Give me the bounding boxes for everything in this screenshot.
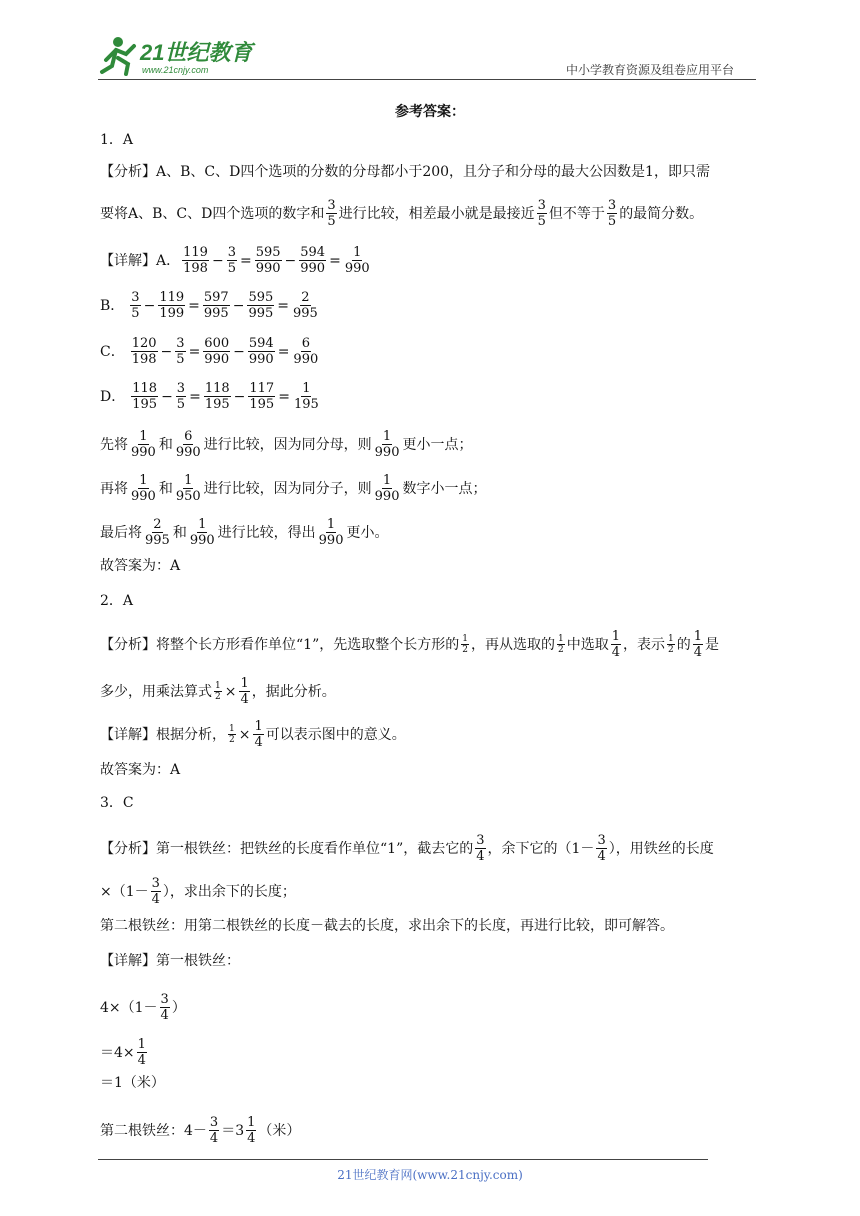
numerator: 3	[607, 198, 617, 213]
text: ）	[171, 999, 186, 1016]
numerator: 3	[227, 245, 236, 260]
fraction-three-quarters	[475, 833, 485, 864]
equals-sign: =	[278, 388, 290, 405]
denominator: 4	[151, 892, 160, 907]
numerator: 1	[139, 429, 148, 444]
denominator: 990	[204, 352, 230, 367]
numerator: 1	[382, 473, 392, 488]
fraction-quarter	[611, 629, 621, 660]
denominator: 950	[175, 489, 201, 504]
text: 更小。	[346, 524, 389, 541]
minus-sign: −	[233, 343, 245, 360]
fraction	[293, 381, 320, 412]
numerator: 595	[255, 245, 281, 260]
denominator: 990	[248, 352, 274, 367]
option-label: D．	[100, 388, 126, 405]
fraction-3-5	[537, 198, 547, 229]
detail-label: 【详解】A．	[100, 252, 181, 269]
fraction	[189, 517, 216, 548]
minus-sign: −	[232, 297, 245, 314]
fraction	[158, 290, 185, 321]
fraction	[175, 336, 185, 367]
q1-final-answer: 故答案为：A	[100, 558, 181, 574]
text: 的最简分数。	[619, 205, 704, 222]
times-sign: ×	[238, 726, 251, 743]
denominator: 5	[176, 352, 185, 367]
denominator: 2	[229, 735, 235, 745]
text: ，余下它的（1－	[487, 840, 595, 857]
fraction	[175, 473, 202, 504]
q1-analysis-line2	[100, 198, 703, 229]
numerator: 118	[204, 381, 230, 396]
q3-calc-1	[100, 992, 186, 1023]
minus-sign: −	[160, 343, 173, 360]
site-logo	[96, 30, 256, 80]
text: ＝4×	[100, 1044, 135, 1061]
text: ），用铁丝的长度	[608, 840, 714, 857]
text: 再将	[100, 480, 128, 497]
denominator: 198	[183, 261, 208, 276]
text: 的	[676, 636, 691, 653]
q3-analysis-line2	[100, 876, 296, 907]
numerator: 597	[203, 290, 229, 305]
denominator: 195	[249, 397, 275, 412]
q1-compare-2	[100, 473, 486, 504]
fraction-quarter	[246, 1115, 256, 1146]
denominator: 5	[607, 214, 617, 229]
text: 是	[705, 636, 719, 653]
numerator: 1	[215, 681, 221, 691]
denominator: 4	[476, 849, 485, 864]
fraction-three-quarters	[596, 833, 606, 864]
q1-compare-1	[100, 429, 472, 460]
fraction-quarter	[253, 719, 263, 750]
equals-sign: =	[188, 297, 200, 314]
denominator: 4	[597, 849, 606, 864]
denominator: 990	[374, 489, 400, 504]
q1-analysis-line1: 【分析】A、B、C、D四个选项的分数的分母都小于200，且分子和分母的最大公因数是1，即只需	[100, 164, 710, 180]
fraction-three-quarters	[160, 992, 170, 1023]
denominator: 195	[204, 397, 230, 412]
numerator: 600	[204, 336, 230, 351]
numerator: 1	[302, 381, 311, 396]
q1-answer: 1．A	[100, 132, 134, 148]
text: ，再从选取的	[470, 636, 555, 653]
numerator: 1	[462, 634, 468, 644]
q3-calc-3: ＝1（米）	[100, 1075, 165, 1091]
q1-detail-d	[100, 381, 322, 412]
denominator: 5	[176, 397, 186, 412]
footer-link[interactable]: 21世纪教育网(www.21cnjy.com)	[337, 1168, 523, 1182]
denominator: 4	[240, 692, 249, 707]
numerator: 117	[249, 381, 275, 396]
text: 要将A、B、C、D四个选项的数字和	[100, 205, 325, 222]
numerator: 3	[176, 381, 186, 396]
fraction-quarter	[239, 676, 249, 707]
text: 先将	[100, 436, 128, 453]
q3-calc-2	[100, 1037, 149, 1068]
numerator: 6	[301, 336, 310, 351]
logo-text: 21世纪教育	[140, 40, 253, 65]
text: 多少，用乘法算式	[100, 683, 212, 700]
fraction	[247, 290, 274, 321]
denominator: 990	[255, 261, 281, 276]
numerator: 1	[353, 245, 362, 260]
numerator: 1	[139, 473, 148, 488]
fraction	[292, 290, 319, 321]
denominator: 995	[145, 533, 170, 548]
denominator: 4	[160, 1008, 169, 1023]
numerator: 3	[209, 1115, 219, 1130]
numerator: 595	[248, 290, 274, 305]
fraction-3-5	[326, 198, 336, 229]
minus-sign: −	[161, 388, 173, 405]
q1-detail-c	[100, 336, 321, 367]
fraction	[203, 290, 230, 321]
text: 【详解】根据分析，	[100, 726, 226, 743]
minus-sign: −	[211, 252, 224, 269]
numerator: 1	[229, 724, 235, 734]
q3-answer: 3．C	[100, 795, 134, 811]
fraction	[175, 429, 202, 460]
fraction-half	[667, 634, 675, 655]
logo-url: www.21cnjy.com	[142, 65, 209, 75]
denominator: 990	[374, 445, 400, 460]
denominator: 990	[318, 533, 344, 548]
denominator: 990	[175, 445, 201, 460]
numerator: 1	[247, 1115, 256, 1130]
fraction	[130, 473, 157, 504]
fraction	[227, 245, 237, 276]
denominator: 5	[327, 214, 336, 229]
fraction	[144, 517, 171, 548]
numerator: 1	[557, 634, 564, 644]
minus-sign: −	[143, 297, 156, 314]
denominator: 2	[462, 645, 468, 655]
text: 和	[172, 524, 187, 541]
fraction	[203, 336, 230, 367]
q1-compare-3	[100, 517, 388, 548]
text: ，表示	[622, 636, 665, 653]
text: 数字小一点；	[402, 480, 487, 497]
fraction	[130, 429, 157, 460]
numerator: 120	[131, 336, 157, 351]
denominator: 990	[189, 533, 215, 548]
numerator: 1	[198, 517, 207, 532]
denominator: 2	[557, 645, 564, 655]
numerator: 2	[301, 290, 310, 305]
q1-detail-b	[100, 290, 321, 321]
text: （米）	[258, 1122, 301, 1139]
text: 4×（1－	[100, 999, 158, 1016]
numerator: 1	[254, 719, 263, 734]
text: 第二根铁丝：4－	[100, 1122, 207, 1139]
numerator: 1	[611, 629, 620, 644]
numerator: 119	[183, 245, 208, 260]
numerator: 3	[151, 876, 160, 891]
text: 【分析】第一根铁丝：把铁丝的长度看作单位“1”，截去它的	[100, 840, 474, 857]
numerator: 1	[137, 1037, 146, 1052]
equals-sign: =	[239, 252, 252, 269]
denominator: 195	[293, 397, 319, 412]
denominator: 4	[137, 1053, 146, 1068]
numerator: 594	[248, 336, 274, 351]
fraction	[374, 473, 401, 504]
equals-sign: =	[189, 388, 201, 405]
denominator: 195	[132, 397, 158, 412]
fraction	[248, 336, 275, 367]
footer-divider	[98, 1159, 708, 1160]
q2-final-answer: 故答案为：A	[100, 762, 181, 778]
denominator: 990	[131, 445, 156, 460]
fraction	[318, 517, 345, 548]
text: 进行比较，因为同分子，则	[203, 480, 372, 497]
denominator: 4	[254, 735, 263, 750]
denominator: 4	[247, 1131, 256, 1146]
numerator: 594	[300, 245, 326, 260]
numerator: 3	[597, 833, 606, 848]
fraction-half	[557, 634, 565, 655]
text: 中选取	[566, 636, 609, 653]
fraction	[374, 429, 401, 460]
header-platform-text: 中小学教育资源及组卷应用平台	[566, 63, 735, 77]
page-title: 参考答案：	[395, 104, 465, 120]
numerator: 1	[382, 429, 392, 444]
fraction	[182, 245, 209, 276]
runner-icon	[102, 37, 134, 74]
text: ＝3	[221, 1122, 245, 1139]
text: ），求出余下的长度；	[162, 883, 296, 900]
denominator: 5	[227, 261, 236, 276]
text: 更小一点；	[402, 436, 473, 453]
q3-detail: 【详解】第一根铁丝：	[100, 953, 240, 969]
fraction-quarter	[693, 629, 703, 660]
equals-sign: =	[329, 252, 341, 269]
numerator: 1	[326, 517, 336, 532]
header-divider	[98, 79, 756, 80]
q1-detail-a	[100, 245, 373, 276]
fraction-3-5	[607, 198, 617, 229]
fraction-three-quarters	[151, 876, 161, 907]
numerator: 6	[184, 429, 193, 444]
fraction	[299, 245, 326, 276]
text: 和	[158, 436, 173, 453]
fraction-quarter	[137, 1037, 147, 1068]
numerator: 119	[159, 290, 185, 305]
equals-sign: =	[188, 343, 201, 360]
equals-sign: =	[277, 297, 289, 314]
denominator: 5	[537, 214, 546, 229]
text: 但不等于	[548, 205, 605, 222]
text: 进行比较，得出	[217, 524, 316, 541]
q2-analysis-line1	[100, 629, 719, 660]
denominator: 4	[693, 645, 702, 660]
fraction-half	[214, 681, 222, 702]
fraction-half	[461, 634, 469, 655]
q3-analysis-line1	[100, 833, 714, 864]
fraction	[131, 381, 158, 412]
numerator: 3	[537, 198, 546, 213]
denominator: 990	[300, 261, 326, 276]
denominator: 995	[293, 306, 318, 321]
numerator: 3	[476, 833, 485, 848]
numerator: 1	[240, 676, 249, 691]
numerator: 2	[153, 517, 162, 532]
q3-analysis-line3: 第二根铁丝：用第二根铁丝的长度－截去的长度，求出余下的长度，再进行比较，即可解答。	[100, 918, 674, 934]
numerator: 1	[693, 629, 702, 644]
option-label: C．	[100, 343, 125, 360]
text: 可以表示图中的意义。	[265, 726, 406, 743]
denominator: 990	[344, 261, 370, 276]
denominator: 990	[131, 489, 156, 504]
fraction	[130, 290, 140, 321]
fraction	[176, 381, 186, 412]
q3-second-wire	[100, 1115, 300, 1146]
fraction	[255, 245, 282, 276]
denominator: 4	[209, 1131, 219, 1146]
fraction	[248, 381, 275, 412]
text: 和	[158, 480, 173, 497]
fraction	[131, 336, 158, 367]
denominator: 995	[248, 306, 274, 321]
numerator: 3	[160, 992, 169, 1007]
minus-sign: −	[284, 252, 297, 269]
denominator: 198	[131, 352, 157, 367]
numerator: 3	[131, 290, 140, 305]
numerator: 1	[184, 473, 193, 488]
numerator: 1	[667, 634, 674, 644]
numerator: 3	[176, 336, 185, 351]
fraction-three-quarters	[209, 1115, 219, 1146]
denominator: 995	[203, 306, 229, 321]
denominator: 2	[667, 645, 674, 655]
fraction	[292, 336, 319, 367]
option-label: B．	[100, 297, 125, 314]
text: 进行比较，相差最小就是最接近	[338, 205, 535, 222]
q2-detail	[100, 719, 406, 750]
fraction-half	[228, 724, 236, 745]
fraction	[344, 245, 371, 276]
text: 进行比较，因为同分母，则	[203, 436, 372, 453]
text: ，据此分析。	[251, 683, 336, 700]
minus-sign: −	[233, 388, 246, 405]
numerator: 3	[327, 198, 336, 213]
times-sign: ×	[224, 683, 237, 700]
denominator: 990	[293, 352, 319, 367]
equals-sign: =	[277, 343, 290, 360]
q2-answer: 2．A	[100, 593, 134, 609]
text: 【分析】将整个长方形看作单位“1”，先选取整个长方形的	[100, 636, 460, 653]
text: 最后将	[100, 524, 142, 541]
denominator: 5	[131, 306, 140, 321]
text: ×（1－	[100, 883, 149, 900]
denominator: 199	[159, 306, 185, 321]
numerator: 118	[132, 381, 158, 396]
denominator: 2	[215, 692, 221, 702]
fraction	[204, 381, 231, 412]
denominator: 4	[611, 645, 620, 660]
q2-analysis-line2	[100, 676, 336, 707]
